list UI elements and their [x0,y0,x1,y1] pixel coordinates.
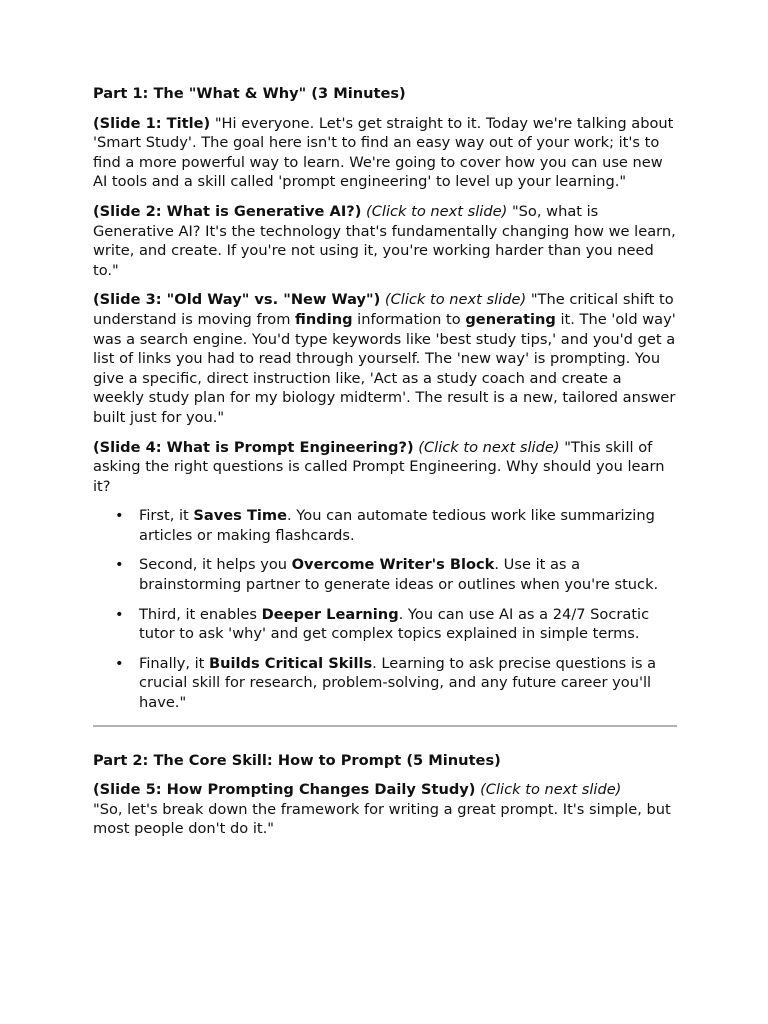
section-divider [93,725,677,727]
list-item [93,555,677,594]
slide3-text-a: "The critical shift to understand is moving from [93,291,674,328]
point-bold: Saves Time [193,507,288,525]
list-item [93,506,677,545]
slide2-title: (Slide 2: What is Generative AI?) [93,202,362,220]
slide5-text: "So, let's break down the framework for writing a great prompt. It's simple, but most people don't do it." [93,800,671,838]
slide1-paragraph [93,114,677,192]
point-prefix: Second, it helps you [139,556,292,574]
slide5-cue: (Click to next slide) [480,781,622,799]
part1-heading: Part 1: The "What & Why" (3 Minutes) [93,85,406,102]
point-bold: Overcome Writer's Block [291,556,495,574]
bullet-dot: • [115,654,124,672]
list-item [93,654,677,713]
slide3-bold-finding: finding [295,310,353,328]
bullet-dot: • [115,605,124,623]
document-page [93,84,677,849]
point-prefix: Finally, it [139,654,210,672]
list-item [93,605,677,644]
slide5-paragraph [93,780,677,839]
bullet-dot: • [115,507,124,525]
slide4-cue: (Click to next slide) [418,438,560,456]
slide5-title: (Slide 5: How Prompting Changes Daily Study) [93,781,476,799]
bullet-dot: • [115,556,124,574]
point-text: . You can automate tedious work like summarizing articles or making flashcards. [139,507,655,544]
part2-heading: Part 2: The Core Skill: How to Prompt (5 Minutes) [93,751,501,769]
slide3-text-c: it. The 'old way' was a search engine. You'd type keywords like 'best study tips,' and you'd get a list of links you had to read through yourself. The 'new way' is prompting. You give a specific, direct instruction like, 'Act as a study coach and create a weekly study plan for my biology midterm'. The result is a new, tailored answer built just for you." [93,310,676,426]
point-prefix: Third, it enables [139,605,262,623]
point-bold: Builds Critical Skills [209,654,373,672]
slide2-text: "So, what is Generative AI? It's the technology that's fundamentally changing how we learn, write, and create. If you're not using it, you're working harder than you need to." [93,202,676,279]
slide2-cue: (Click to next slide) [366,202,508,220]
slide4-bullet-list [93,506,677,712]
slide3-title: (Slide 3: "Old Way" vs. "New Way") [93,291,381,309]
point-text: . You can use AI as a 24/7 Socratic tutor to ask 'why' and get complex topics explained in simple terms. [139,605,650,643]
slide4-title: (Slide 4: What is Prompt Engineering?) [93,438,414,456]
point-text: . Learning to ask precise questions is a crucial skill for research, problem-solving, and any future career you'll have." [139,654,657,712]
point-prefix: First, it [139,507,194,525]
slide3-text-b: information to [352,310,466,328]
point-text: . Use it as a brainstorming partner to generate ideas or outlines when you're stuck. [139,556,659,594]
slide4-paragraph [93,438,677,497]
slide2-paragraph [93,202,677,280]
slide4-text: "This skill of asking the right questions is called Prompt Engineering. Why should you learn it? [93,438,665,495]
slide3-cue: (Click to next slide) [384,291,527,309]
slide3-bold-generating: generating [465,310,556,328]
slide1-text: "Hi everyone. Let's get straight to it. Today we're talking about 'Smart Study'. The goal here isn't to find an easy way out of your work; it's to find a more powerful way to learn. We're going to cover how you can use new AI tools and a skill called 'prompt engineering' to level up your learning." [93,114,674,191]
slide3-paragraph [93,290,677,427]
slide1-title: (Slide 1: Title) [93,114,211,132]
point-bold: Deeper Learning [261,605,399,623]
